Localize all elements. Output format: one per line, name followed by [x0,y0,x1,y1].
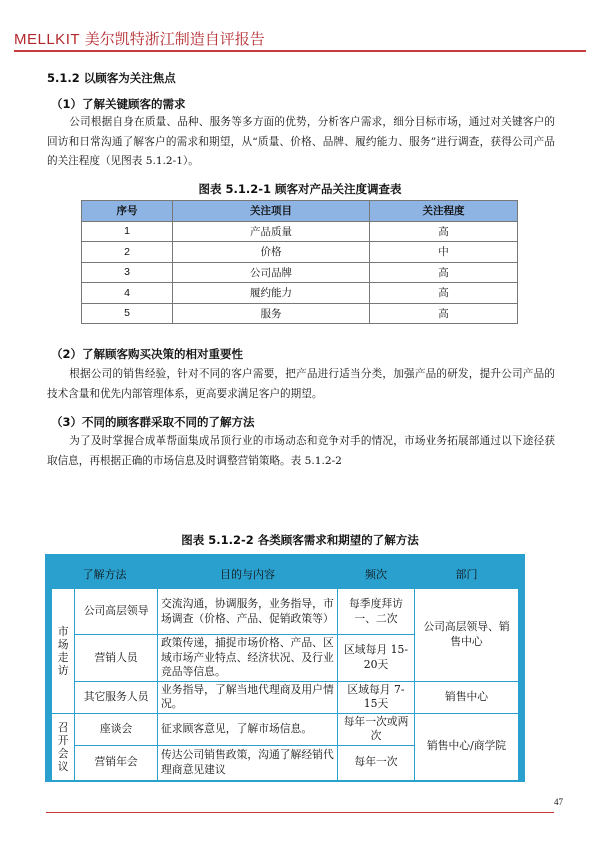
cell-method: 其它服务人员 [75,681,158,713]
cell-purpose: 传达公司销售政策，沟通了解经销代理商意见建议 [158,745,338,780]
brand-name: MELLKIT [14,31,81,48]
table-header-row [52,560,519,589]
cell-method: 座谈会 [75,713,158,745]
cell-method: 营销年会 [75,745,158,780]
cell-level: 高 [370,221,518,242]
table-header-row [82,201,518,222]
methods-table [51,559,519,781]
table-row [82,262,518,283]
cell-frequency: 区域每月 7-15天 [338,681,415,713]
cell-department: 销售中心 [415,681,519,713]
group-label-meetings: 召开会议 [57,720,69,773]
col-header-level: 关注程度 [370,201,518,222]
cell-department: 销售中心/商学院 [415,713,519,780]
table-row [52,681,519,713]
cell-item: 产品质量 [173,221,370,242]
cell-method: 营销人员 [75,635,158,682]
cell-item: 履约能力 [173,283,370,304]
page-number: 47 [554,797,563,807]
cell-level: 高 [370,303,518,324]
cell-frequency: 每年一次 [338,745,415,780]
cell-item: 服务 [173,303,370,324]
cell-level: 中 [370,242,518,263]
cell-method: 公司高层领导 [75,589,158,635]
sub3-heading: （3）不同的顾客群采取不同的了解方法 [51,415,255,429]
group-cell [52,589,75,714]
table-row [52,713,519,745]
cell-frequency: 每年一次或两次 [338,713,415,745]
methods-table-frame [45,554,525,782]
col-header-purpose: 目的与内容 [158,560,338,589]
cell-item: 公司品牌 [173,262,370,283]
table-row [82,283,518,304]
col-header-frequency: 频次 [338,560,415,589]
cell-purpose: 政策传递，捕捉市场价格、产品、区域市场产业特点、经济状况、及行业竞品等信息。 [158,635,338,682]
table-row [52,589,519,635]
cell-item: 价格 [173,242,370,263]
cell-purpose: 征求顾客意见，了解市场信息。 [158,713,338,745]
header-rule [14,50,586,52]
cell-no: 4 [82,283,173,304]
sub3-paragraph: 为了及时掌握合成革帮面集成吊顶行业的市场动态和竞争对手的情况，市场业务拓展部通过以下途径获取信息，再根据正确的市场信息及时调整营销策略。表 5.1.2-2 [47,435,555,467]
group-label-market-visit: 市场走访 [57,624,69,677]
footer-rule [46,812,554,813]
col-header-no: 序号 [82,201,173,222]
sub2-heading: （2）了解顾客购买决策的相对重要性 [51,347,243,361]
cell-department: 公司高层领导、销售中心 [415,589,519,682]
table2-caption: 图表 5.1.2-2 各类顾客需求和期望的了解方法 [181,533,419,547]
cell-level: 高 [370,283,518,304]
sub2-paragraph: 根据公司的销售经验，针对不同的客户需要，把产品进行适当分类，加强产品的研发，提升公司产品的技术含量和优先内部管理体系，更高要求满足客户的期望。 [47,368,555,400]
section-heading: 5.1.2 以顾客为关注焦点 [47,71,176,85]
col-header-method: 了解方法 [52,560,158,589]
table-row [82,242,518,263]
cell-no: 5 [82,303,173,324]
report-title: 美尔凯特浙江制造自评报告 [80,30,265,48]
cell-no: 1 [82,221,173,242]
cell-frequency: 区域每月 15-20天 [338,635,415,682]
table-row [82,221,518,242]
table-row [82,303,518,324]
cell-purpose: 交流沟通，协调服务，业务指导，市场调查（价格、产品、促销政策等） [158,589,338,635]
cell-purpose: 业务指导，了解当地代理商及用户情况。 [158,681,338,713]
sub1-heading: （1）了解关键顾客的需求 [51,97,186,111]
col-header-department: 部门 [415,560,519,589]
sub1-paragraph: 公司根据自身在质量、品种、服务等多方面的优势，分析客户需求，细分目标市场，通过对关键客户的回访和日常沟通了解客户的需求和期望，从“质量、价格、品牌、履约能力、服务”进行调查，获得公司产品的关注程度（见图表 5.1.2-1）。 [47,116,555,167]
cell-frequency: 每季度拜访一、二次 [338,589,415,635]
col-header-item: 关注项目 [173,201,370,222]
table1-caption: 图表 5.1.2-1 顾客对产品关注度调查表 [198,182,402,196]
cell-no: 2 [82,242,173,263]
attention-table [81,200,518,324]
cell-level: 高 [370,262,518,283]
cell-no: 3 [82,262,173,283]
group-cell [52,713,75,780]
page-header [14,28,265,49]
